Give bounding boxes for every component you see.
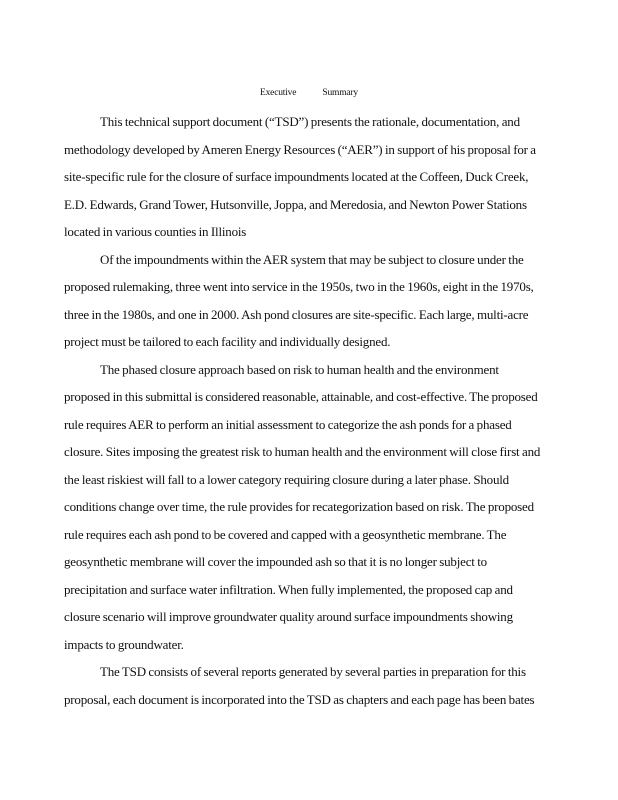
paragraph-3 — [64, 356, 588, 659]
text-line: rule requires AER to perform an initial assessment to categorize the ash ponds for a phased — [64, 416, 512, 432]
text-line: geosynthetic membrane will cover the impounded ash so that it is no longer subject to — [64, 554, 487, 569]
text-line: site-specific rule for the closure of surface impoundments located at the Coffeen, Duck Creek, — [64, 169, 529, 184]
text-line: This technical support document (“TSD”) presents the rationale, documentation, and — [100, 114, 520, 129]
text-line: proposed rulemaking, three went into service in the 1950s, two in the 1960s, eight in the 1970s, — [64, 279, 534, 294]
text-line: Of the impoundments within the AER system that may be subject to closure under the — [100, 251, 524, 267]
text-line: E.D. Edwards, Grand Tower, Hutsonville, Joppa, and Meredosia, and Newton Power Stations — [64, 196, 527, 212]
paragraph-2 — [64, 246, 588, 356]
paragraph-4 — [64, 658, 588, 713]
text-line: three in the 1980s, and one in 2000. Ash pond closures are site-specific. Each large, multi-acre — [64, 306, 529, 322]
text-line: The phased closure approach based on risk to human health and the environment — [100, 361, 499, 377]
heading-word-executive: Executive — [260, 88, 297, 98]
text-line: closure scenario will improve groundwater quality around surface impoundments showing — [64, 609, 513, 624]
text-line: The TSD consists of several reports generated by several parties in preparation for this — [100, 664, 526, 679]
text-line: precipitation and surface water infiltration. When fully implemented, the proposed cap and — [64, 581, 513, 597]
text-line: closure. Sites imposing the greatest risk to human health and the environment will close first and — [64, 444, 541, 459]
text-line: rule requires each ash pond to be covered and capped with a geosynthetic membrane. The — [64, 526, 507, 542]
text-line: located in various counties in Illinois — [64, 224, 247, 239]
text-line: impacts to groundwater. — [64, 636, 184, 652]
text-line: proposal, each document is incorporated into the TSD as chapters and each page has been bates — [64, 691, 535, 707]
document-body — [64, 108, 588, 713]
heading-word-summary: Summary — [322, 88, 358, 98]
text-line: methodology developed by Ameren Energy Resources (“AER”) in support of his proposal for a — [64, 141, 536, 157]
text-line: conditions change over time, the rule provides for recategorization based on risk. The proposed — [64, 499, 534, 514]
page-heading — [0, 88, 618, 98]
text-line: project must be tailored to each facility and individually designed. — [64, 334, 391, 349]
paragraph-1 — [64, 108, 588, 246]
text-line: proposed in this submittal is considered reasonable, attainable, and cost-effective. The proposed — [64, 389, 538, 404]
text-line: the least riskiest will fall to a lower category requiring closure during a later phase. Should — [64, 471, 509, 487]
